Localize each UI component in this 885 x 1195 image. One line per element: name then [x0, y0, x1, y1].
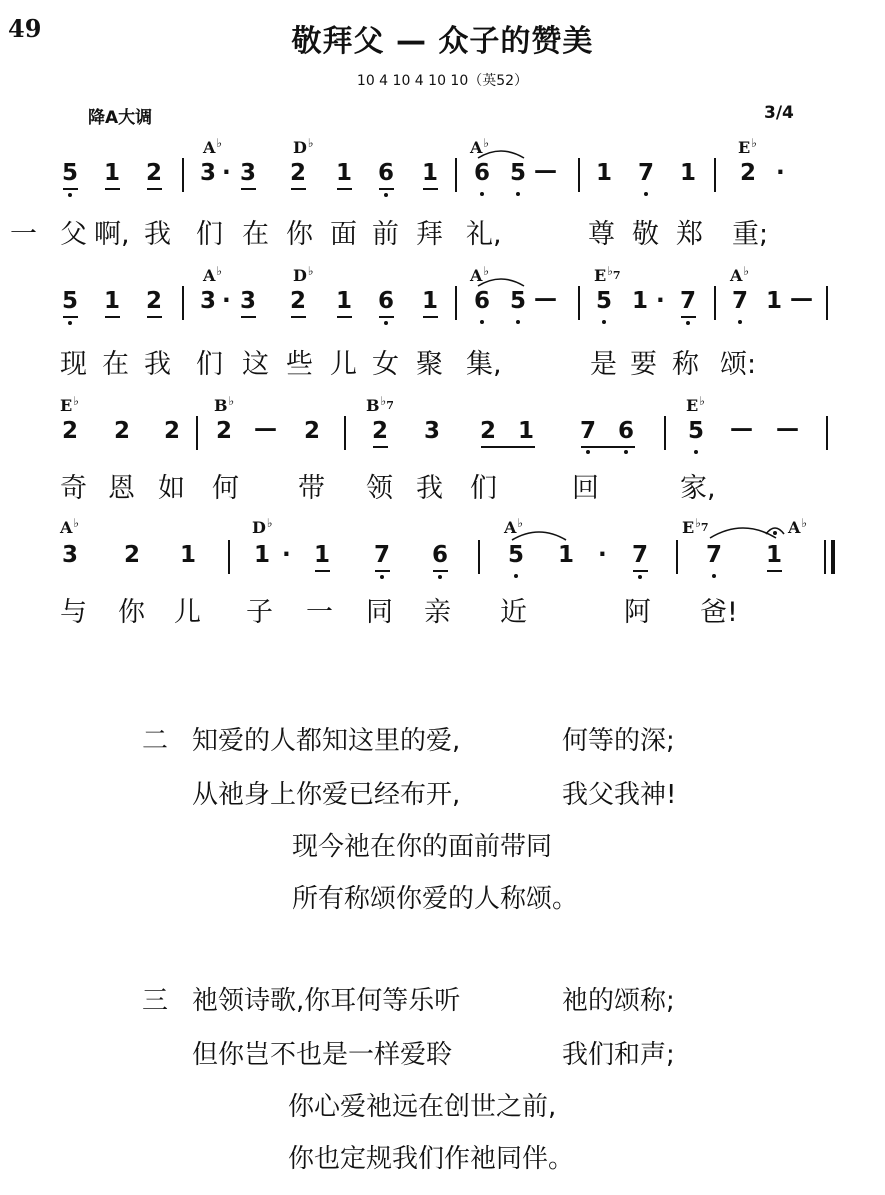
eighth-underline [481, 446, 535, 448]
octave-dot [644, 192, 648, 196]
verse-number: 三 [142, 986, 169, 1016]
note: 2 [146, 288, 163, 314]
chord: A♭ [203, 136, 223, 157]
lyric: 尊 [588, 219, 615, 250]
lyric: 儿 [174, 597, 201, 628]
note-dot: · [222, 160, 231, 186]
octave-dot [480, 320, 484, 324]
lyric: 恩 [108, 473, 135, 504]
note: 1 [518, 418, 535, 444]
eighth-underline [105, 316, 120, 318]
lyric: 我 [144, 219, 171, 250]
tie [476, 274, 526, 288]
chord: E♭ [738, 136, 757, 157]
lyric: 称 [672, 349, 699, 380]
chord: A♭ [470, 136, 490, 157]
dash: — [776, 416, 799, 442]
verse-line: 我父我神! [562, 780, 677, 810]
note: 3 [240, 288, 257, 314]
note: 3 [62, 542, 79, 568]
lyric: 聚 [416, 349, 443, 380]
lyric: 回 [572, 473, 599, 504]
note: 3 [200, 288, 217, 314]
lyric: 们 [470, 473, 497, 504]
note: 5 [510, 160, 527, 186]
lyric: 这 [242, 349, 269, 380]
note: 1 [680, 160, 697, 186]
note: 3 [424, 418, 441, 444]
note: 7 [638, 160, 655, 186]
lyric: 郑 [676, 219, 703, 250]
note: 1 [558, 542, 575, 568]
lyric: 是 [590, 349, 617, 380]
lyric: 前 [372, 219, 399, 250]
lyric: 亲 [424, 597, 451, 628]
verse-line: 我们和声; [562, 1040, 675, 1070]
eighth-underline [291, 188, 306, 190]
note: 6 [378, 160, 395, 186]
lyric: 我 [416, 473, 443, 504]
note: 6 [474, 288, 491, 314]
octave-dot [68, 321, 72, 325]
chord: $E^{♭_7}$ [682, 516, 709, 537]
eighth-underline [63, 316, 78, 318]
lyric: 一 [306, 597, 333, 628]
eighth-underline [375, 570, 390, 572]
barline [826, 416, 828, 450]
lyric: 子 [246, 597, 273, 628]
lyric: 爸! [700, 597, 738, 628]
lyric: 女 [372, 349, 399, 380]
lyric: 在 [102, 349, 129, 380]
barline [478, 540, 480, 574]
note: 3 [240, 160, 257, 186]
octave-dot [380, 575, 384, 579]
octave-dot [686, 321, 690, 325]
lyric: 现 [60, 349, 87, 380]
time-signature: 3/4 [764, 103, 794, 123]
note: 1 [336, 160, 353, 186]
lyric: 同 [366, 597, 393, 628]
note: 2 [114, 418, 131, 444]
chord: A♭ [203, 264, 223, 285]
note-dot: · [282, 542, 291, 568]
eighth-underline [379, 316, 394, 318]
chord: A♭ [504, 516, 524, 537]
lyric: 要 [630, 349, 657, 380]
lyric: 何 [212, 473, 239, 504]
chord: D♭ [252, 516, 273, 537]
note: 6 [618, 418, 635, 444]
lyric: 奇 [60, 473, 87, 504]
tie [476, 146, 526, 160]
note: 5 [508, 542, 525, 568]
lyric: 近 [500, 597, 527, 628]
lyric: 领 [366, 473, 393, 504]
page-number: 49 [8, 14, 42, 43]
note-dot: · [222, 288, 231, 314]
eighth-underline [241, 188, 256, 190]
note: 2 [480, 418, 497, 444]
barline [455, 286, 457, 320]
chord: A♭ [788, 516, 808, 537]
note: 2 [290, 160, 307, 186]
octave-dot [438, 575, 442, 579]
chord: A♭ [730, 264, 750, 285]
lyric: 我 [144, 349, 171, 380]
note-dot: · [598, 542, 607, 568]
verse-line: 你也定规我们作祂同伴。 [288, 1144, 575, 1174]
note-dot: · [656, 288, 665, 314]
note: 2 [146, 160, 163, 186]
eighth-underline [147, 188, 162, 190]
eighth-underline [373, 446, 388, 448]
octave-dot [516, 192, 520, 196]
note: 7 [706, 542, 723, 568]
eighth-underline [337, 188, 352, 190]
note: 1 [422, 160, 439, 186]
verse-line: 从祂身上你爱已经布开, [192, 780, 461, 810]
eighth-underline [63, 188, 78, 190]
lyric: 在 [242, 219, 269, 250]
barline [344, 416, 346, 450]
hymn-title: 敬拜父 — 众子的赞美 [291, 24, 594, 59]
barline [455, 158, 457, 192]
note: 1 [254, 542, 271, 568]
final-barline [824, 540, 826, 574]
eighth-underline [767, 570, 782, 572]
note: 2 [290, 288, 307, 314]
lyric: 集, [466, 349, 502, 380]
chord: B♭ [214, 394, 235, 415]
note: 2 [740, 160, 757, 186]
lyric: 家, [680, 473, 716, 504]
note: 1 [766, 288, 783, 314]
lyric: 儿 [330, 349, 357, 380]
chord: A♭ [470, 264, 490, 285]
note: 7 [732, 288, 749, 314]
note: 2 [164, 418, 181, 444]
lyric: 些 [286, 349, 313, 380]
verse-line: 但你岂不也是一样爱聆 [192, 1040, 453, 1070]
chord: E♭ [60, 394, 79, 415]
key-signature: 降A大调 [88, 108, 153, 128]
lyric: 颂: [720, 349, 757, 380]
note: 1 [314, 542, 331, 568]
dash: — [790, 286, 813, 312]
note: 1 [104, 160, 121, 186]
note: 2 [304, 418, 321, 444]
note: 2 [216, 418, 233, 444]
octave-dot [624, 450, 628, 454]
lyric: 如 [158, 473, 185, 504]
note: 7 [374, 542, 391, 568]
eighth-underline [633, 570, 648, 572]
note: 1 [766, 542, 783, 568]
octave-dot [738, 320, 742, 324]
lyric: 父 [60, 219, 87, 250]
final-barline-thick [831, 540, 835, 574]
verse-line: 知爱的人都知这里的爱, [192, 726, 461, 756]
lyric: 们 [196, 349, 223, 380]
chord: D♭ [293, 136, 314, 157]
verse-line: 现今祂在你的面前带同 [292, 832, 553, 862]
eighth-underline [433, 570, 448, 572]
note: 1 [422, 288, 439, 314]
lyric: 重; [732, 219, 769, 250]
note-dot: · [776, 160, 785, 186]
barline [714, 286, 716, 320]
note: 1 [596, 160, 613, 186]
note: 7 [632, 542, 649, 568]
eighth-underline [681, 316, 696, 318]
note: 5 [688, 418, 705, 444]
chord: E♭ [686, 394, 705, 415]
note: 3 [200, 160, 217, 186]
barline [578, 286, 580, 320]
lyric: 一 [10, 219, 37, 250]
eighth-underline [423, 316, 438, 318]
verse-line: 何等的深; [562, 726, 675, 756]
octave-dot [712, 574, 716, 578]
dash: — [534, 158, 557, 184]
note: 1 [336, 288, 353, 314]
octave-dot [602, 320, 606, 324]
note: 6 [432, 542, 449, 568]
barline [228, 540, 230, 574]
eighth-underline [337, 316, 352, 318]
chord: $B^{♭_7}$ [366, 394, 394, 415]
barline [182, 158, 184, 192]
note: 7 [580, 418, 597, 444]
octave-dot [586, 450, 590, 454]
octave-dot [638, 575, 642, 579]
verse-line: 祂领诗歌,你耳何等乐听 [192, 986, 461, 1016]
note: 7 [680, 288, 697, 314]
note: 1 [632, 288, 649, 314]
lyric: 敬 [632, 219, 659, 250]
note: 2 [124, 542, 141, 568]
lyric: 啊, [94, 219, 130, 250]
note: 5 [596, 288, 613, 314]
verse-line: 祂的颂称; [562, 986, 675, 1016]
note: 6 [378, 288, 395, 314]
octave-dot [480, 192, 484, 196]
lyric: 你 [286, 219, 313, 250]
dash: — [254, 416, 277, 442]
eighth-underline [105, 188, 120, 190]
barline [664, 416, 666, 450]
eighth-underline [315, 570, 330, 572]
chord: A♭ [60, 516, 80, 537]
barline [676, 540, 678, 574]
eighth-underline [291, 316, 306, 318]
eighth-underline [581, 446, 635, 448]
barline [196, 416, 198, 450]
barline [826, 286, 828, 320]
octave-dot [384, 321, 388, 325]
note: 2 [62, 418, 79, 444]
note: 2 [372, 418, 389, 444]
verse-line: 你心爱祂远在创世之前, [288, 1092, 557, 1122]
verse-line: 所有称颂你爱的人称颂。 [292, 884, 579, 914]
eighth-underline [241, 316, 256, 318]
lyric: 拜 [416, 219, 443, 250]
meter-line: 10 4 10 4 10 10（英52） [356, 73, 529, 89]
lyric: 带 [298, 473, 325, 504]
chord: $E^{♭_7}$ [594, 264, 621, 285]
tie [510, 526, 568, 542]
dash: — [534, 286, 557, 312]
verse-number: 二 [142, 726, 169, 756]
octave-dot [516, 320, 520, 324]
lyric: 你 [118, 597, 145, 628]
eighth-underline [379, 188, 394, 190]
lyric: 们 [196, 219, 223, 250]
eighth-underline [147, 316, 162, 318]
fermata [764, 522, 786, 536]
note: 5 [62, 160, 79, 186]
lyric: 阿 [624, 597, 651, 628]
octave-dot [694, 450, 698, 454]
note: 6 [474, 160, 491, 186]
lyric: 面 [330, 219, 357, 250]
barline [714, 158, 716, 192]
barline [578, 158, 580, 192]
note: 5 [62, 288, 79, 314]
eighth-underline [423, 188, 438, 190]
note: 5 [510, 288, 527, 314]
dash: — [730, 416, 753, 442]
octave-dot [514, 574, 518, 578]
barline [182, 286, 184, 320]
octave-dot [68, 193, 72, 197]
lyric: 礼, [466, 219, 502, 250]
chord: D♭ [293, 264, 314, 285]
note: 1 [180, 542, 197, 568]
octave-dot [384, 193, 388, 197]
note: 1 [104, 288, 121, 314]
lyric: 与 [60, 597, 87, 628]
